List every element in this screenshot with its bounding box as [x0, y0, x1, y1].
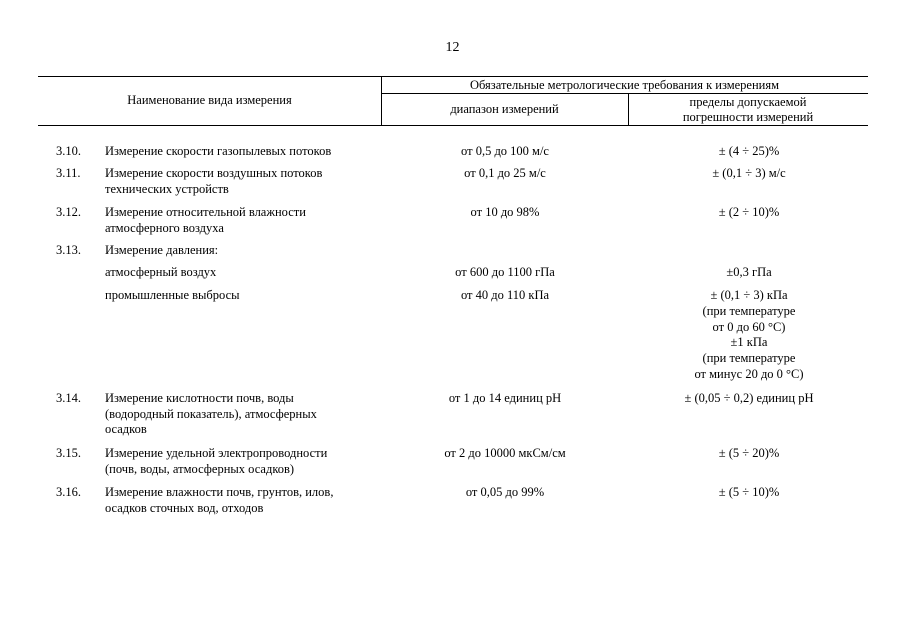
row-range: от 0,5 до 100 м/с	[461, 144, 549, 158]
row-name	[105, 391, 380, 438]
row-number: 3.14.	[56, 391, 81, 405]
row-error-line: ±1 кПа	[730, 335, 768, 350]
column-header-error-line: погрешности измерений	[682, 110, 814, 124]
row-name	[105, 446, 380, 477]
row-error-line: ± (4 ÷ 25)%	[718, 144, 780, 158]
row-error-line: ± (5 ÷ 10)%	[718, 485, 780, 499]
row-number: 3.15.	[56, 446, 81, 460]
row-name-line: Измерение удельной электропроводности	[105, 446, 328, 460]
column-group-header: Обязательные метрологические требования к измерениям	[469, 78, 780, 92]
table-top-rule	[38, 76, 868, 77]
column-header-error	[628, 95, 868, 125]
row-name	[105, 288, 380, 304]
row-name-line: промышленные выбросы	[105, 288, 240, 302]
row-name	[105, 144, 380, 160]
row-number: 3.11.	[56, 166, 81, 180]
group-header-rule	[381, 93, 868, 94]
row-error-line: ± (0,05 ÷ 0,2) единиц pH	[684, 391, 814, 405]
row-name-line: Измерение скорости воздушных потоков	[105, 166, 323, 180]
column-header-error-line: пределы допускаемой	[689, 95, 807, 109]
row-error	[629, 391, 869, 407]
row-name-line: Измерение кислотности почв, воды	[105, 391, 294, 405]
row-error	[629, 205, 869, 221]
row-error	[629, 144, 869, 160]
row-name-line: технических устройств	[105, 181, 229, 196]
row-range: от 2 до 10000 мкСм/см	[444, 446, 566, 460]
row-range: от 1 до 14 единиц pH	[448, 391, 562, 405]
row-range: от 40 до 110 кПа	[460, 288, 550, 302]
row-error-line: ± (0,1 ÷ 3) м/с	[712, 166, 786, 180]
row-range: от 10 до 98%	[470, 205, 540, 219]
column-header-name: Наименование вида измерения	[127, 93, 292, 107]
row-name	[105, 166, 380, 197]
row-range: от 0,1 до 25 м/с	[464, 166, 546, 180]
row-name-line: Измерение скорости газопылевых потоков	[105, 144, 332, 158]
row-name-line: Измерение относительной влажности	[105, 205, 306, 219]
column-header-range: диапазон измерений	[450, 102, 559, 116]
row-name-line: Измерение влажности почв, грунтов, илов,	[105, 485, 334, 499]
row-error-line: (при температуре	[702, 303, 796, 318]
row-error	[629, 265, 869, 281]
row-range: от 600 до 1100 гПа	[455, 265, 555, 279]
row-error-line: ± (2 ÷ 10)%	[718, 205, 780, 219]
row-error	[629, 446, 869, 462]
row-name-line: атмосферный воздух	[105, 265, 217, 279]
row-number: 3.10.	[56, 144, 81, 158]
row-name-line: атмосферного воздуха	[105, 220, 224, 235]
row-error-line: (при температуре	[702, 351, 796, 366]
row-error-line: ±0,3 гПа	[726, 265, 772, 279]
row-error	[629, 288, 869, 383]
row-number: 3.13.	[56, 243, 81, 257]
row-name	[105, 243, 380, 259]
row-error-line: от минус 20 до 0 °С)	[694, 366, 804, 381]
row-name-line: осадков	[105, 422, 147, 436]
row-name	[105, 265, 380, 281]
row-name-line: (почв, воды, атмосферных осадков)	[105, 461, 295, 476]
row-name	[105, 205, 380, 236]
row-number: 3.12.	[56, 205, 81, 219]
page-number: 12	[445, 40, 460, 55]
row-error	[629, 166, 869, 182]
row-name	[105, 485, 380, 516]
row-name-line: (водородный показатель), атмосферных	[105, 406, 317, 421]
row-name-line: осадков сточных вод, отходов	[105, 500, 264, 515]
table-header-bottom-rule	[38, 125, 868, 126]
row-number: 3.16.	[56, 485, 81, 499]
row-range: от 0,05 до 99%	[465, 485, 545, 499]
row-error-line: ± (0,1 ÷ 3) кПа	[710, 288, 788, 302]
row-error-line: ± (5 ÷ 20)%	[718, 446, 780, 460]
row-error	[629, 485, 869, 501]
row-name-line: Измерение давления:	[105, 243, 219, 257]
row-error-line: от 0 до 60 °С)	[712, 319, 786, 334]
